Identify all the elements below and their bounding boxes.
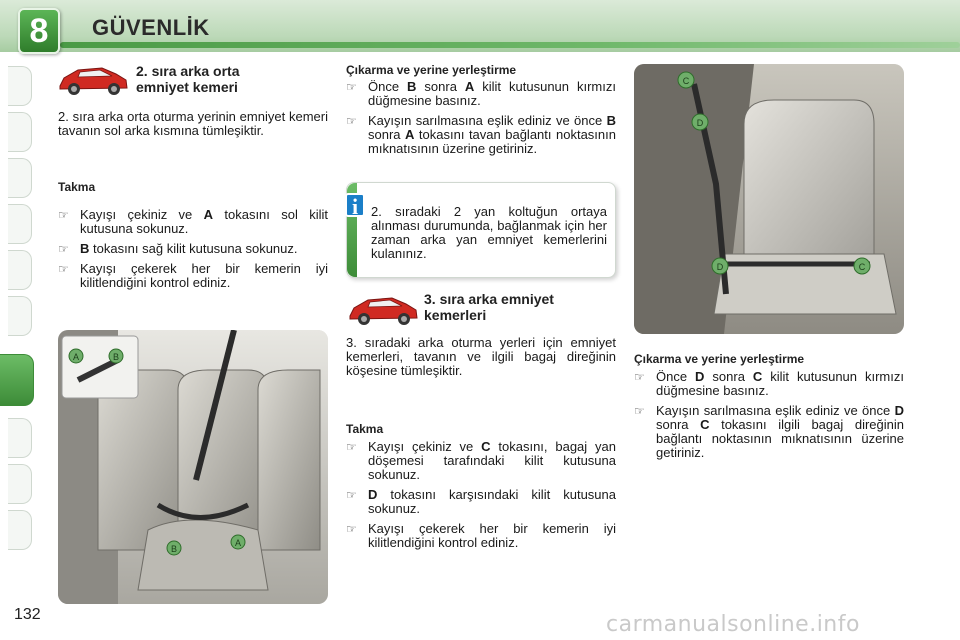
step-key: D: [368, 487, 378, 502]
list-item: [346, 488, 616, 516]
row3-remove-steps: [634, 370, 904, 466]
step-key: C: [700, 417, 710, 432]
title-line: emniyet kemeri: [136, 79, 238, 95]
row2-intro: 2. sıra arka orta oturma yerinin emniyet kemeri tavanın sol arka kısmına tümleşiktir.: [58, 109, 328, 138]
step-text: Önce: [368, 79, 408, 94]
pointer-hand-icon: ☞: [634, 370, 645, 384]
side-tab[interactable]: [8, 510, 32, 550]
pointer-hand-icon: ☞: [346, 488, 357, 502]
side-tab-active[interactable]: [0, 354, 34, 406]
step-text: sonra: [704, 369, 753, 384]
pointer-hand-icon: ☞: [58, 262, 69, 276]
step-key: A: [464, 79, 475, 94]
car-icon: [56, 60, 130, 100]
side-tab[interactable]: [8, 66, 32, 106]
side-tab[interactable]: [8, 204, 32, 244]
step-text: tokasını tavan bağlantı noktasının mıknatısının üzerine getiriniz.: [368, 127, 616, 156]
step-key: B: [407, 79, 417, 94]
list-item: [346, 522, 616, 550]
pointer-hand-icon: ☞: [346, 114, 357, 128]
section-title-row2: [136, 63, 240, 95]
list-item: [58, 208, 328, 236]
step-key: B: [606, 113, 616, 128]
side-tab[interactable]: [8, 418, 32, 458]
step-key: D: [894, 403, 904, 418]
step-text: Kayışı çekerek her bir kemerin iyi kilitlendiğini kontrol ediniz.: [368, 521, 616, 550]
step-text: Önce: [656, 369, 696, 384]
callout-label: B: [112, 352, 120, 362]
side-tab[interactable]: [8, 296, 32, 336]
takma-heading: Takma: [58, 180, 96, 194]
info-icon: i: [345, 193, 365, 217]
remove-heading-row2: Çıkarma ve yerine yerleştirme: [346, 63, 517, 77]
step-text: Kayışın sarılmasına eşlik ediniz ve önce: [368, 113, 607, 128]
step-key: C: [752, 369, 763, 384]
photo-row3-seatbelt: [634, 64, 904, 334]
pointer-hand-icon: ☞: [346, 440, 357, 454]
list-item: [58, 262, 328, 290]
row3-intro: 3. sıradaki arka oturma yerleri için emniyet kemerleri, tavanın ve ilgili bagaj direğinin köşesine tümleşiktir.: [346, 335, 616, 378]
row2-remove-steps: [346, 80, 616, 162]
step-text: kilit kutusunun kırmızı düğmesine basınız.: [656, 369, 904, 398]
list-item: [58, 242, 328, 256]
step-text: tokasını sağ kilit kutusuna sokunuz.: [89, 241, 298, 256]
pointer-hand-icon: ☞: [346, 522, 357, 536]
pointer-hand-icon: ☞: [58, 208, 69, 222]
callout-label: D: [696, 118, 704, 128]
page-number: 132: [14, 606, 41, 623]
list-item: [634, 404, 904, 460]
section-title-row3: [424, 291, 554, 323]
pointer-hand-icon: ☞: [634, 404, 645, 418]
photo-row2-seatbelt: [58, 330, 328, 604]
info-note-text: 2. sıradaki 2 yan koltuğun ortaya alınması durumunda, bağlanmak için her zaman arka yan emniyet kemerlerini kulanınız.: [371, 204, 607, 261]
title-line: 3. sıra arka emniyet: [424, 291, 554, 307]
step-text: Kayışı çekerek her bir kemerin iyi kilitlendiğini kontrol ediniz.: [80, 261, 328, 290]
step-key: D: [695, 369, 705, 384]
chapter-side-tabs: [0, 62, 34, 582]
title-line: 2. sıra arka orta: [136, 63, 240, 79]
step-text: sonra: [368, 127, 406, 142]
remove-heading-row3: Çıkarma ve yerine yerleştirme: [634, 352, 805, 366]
pointer-hand-icon: ☞: [58, 242, 69, 256]
chapter-number-badge: 8: [18, 8, 60, 54]
callout-label: A: [72, 352, 80, 362]
step-text: Kayışı çekiniz ve: [368, 439, 482, 454]
header-rule: [60, 42, 960, 48]
list-item: [346, 114, 616, 156]
chapter-title: GÜVENLİK: [92, 15, 210, 40]
step-text: tokasını, bagaj yan döşemesi tarafındaki kilit kutusuna sokunuz.: [368, 439, 616, 482]
info-note-box: [346, 182, 616, 278]
callout-label: C: [858, 262, 866, 272]
side-tab[interactable]: [8, 464, 32, 504]
side-tab[interactable]: [8, 158, 32, 198]
step-text: tokasını sol kilit kutusuna sokunuz.: [80, 207, 328, 236]
callout-label: A: [234, 538, 242, 548]
callout-label: B: [170, 544, 178, 554]
step-key: B: [80, 241, 90, 256]
pointer-hand-icon: ☞: [346, 80, 357, 94]
step-text: sonra: [416, 79, 465, 94]
step-text: sonra: [656, 417, 701, 432]
side-tab[interactable]: [8, 250, 32, 290]
list-item: [634, 370, 904, 398]
step-key: C: [481, 439, 491, 454]
side-tab[interactable]: [8, 112, 32, 152]
callout-label: D: [716, 262, 724, 272]
list-item: [346, 80, 616, 108]
step-text: Kayışı çekiniz ve: [80, 207, 204, 222]
list-item: [346, 440, 616, 482]
callout-label: C: [682, 76, 690, 86]
step-key: A: [405, 127, 415, 142]
step-text: Kayışın sarılmasına eşlik ediniz ve önce: [656, 403, 895, 418]
takma-heading: Takma: [346, 422, 384, 436]
car-icon: [346, 290, 420, 330]
step-text: tokasını karşısındaki kilit kutusuna sokunuz.: [368, 487, 616, 516]
step-text: kilit kutusunun kırmızı düğmesine basınız.: [368, 79, 616, 108]
step-text: tokasını ilgili bagaj direğinin bağlantı noktasının mıknatısının üzerine getiriniz.: [656, 417, 904, 460]
row3-takma-steps: [346, 440, 616, 556]
row2-takma-steps: [58, 208, 328, 296]
step-key: A: [203, 207, 214, 222]
watermark: carmanualsonline.info: [606, 612, 860, 637]
title-line: kemerleri: [424, 307, 487, 323]
